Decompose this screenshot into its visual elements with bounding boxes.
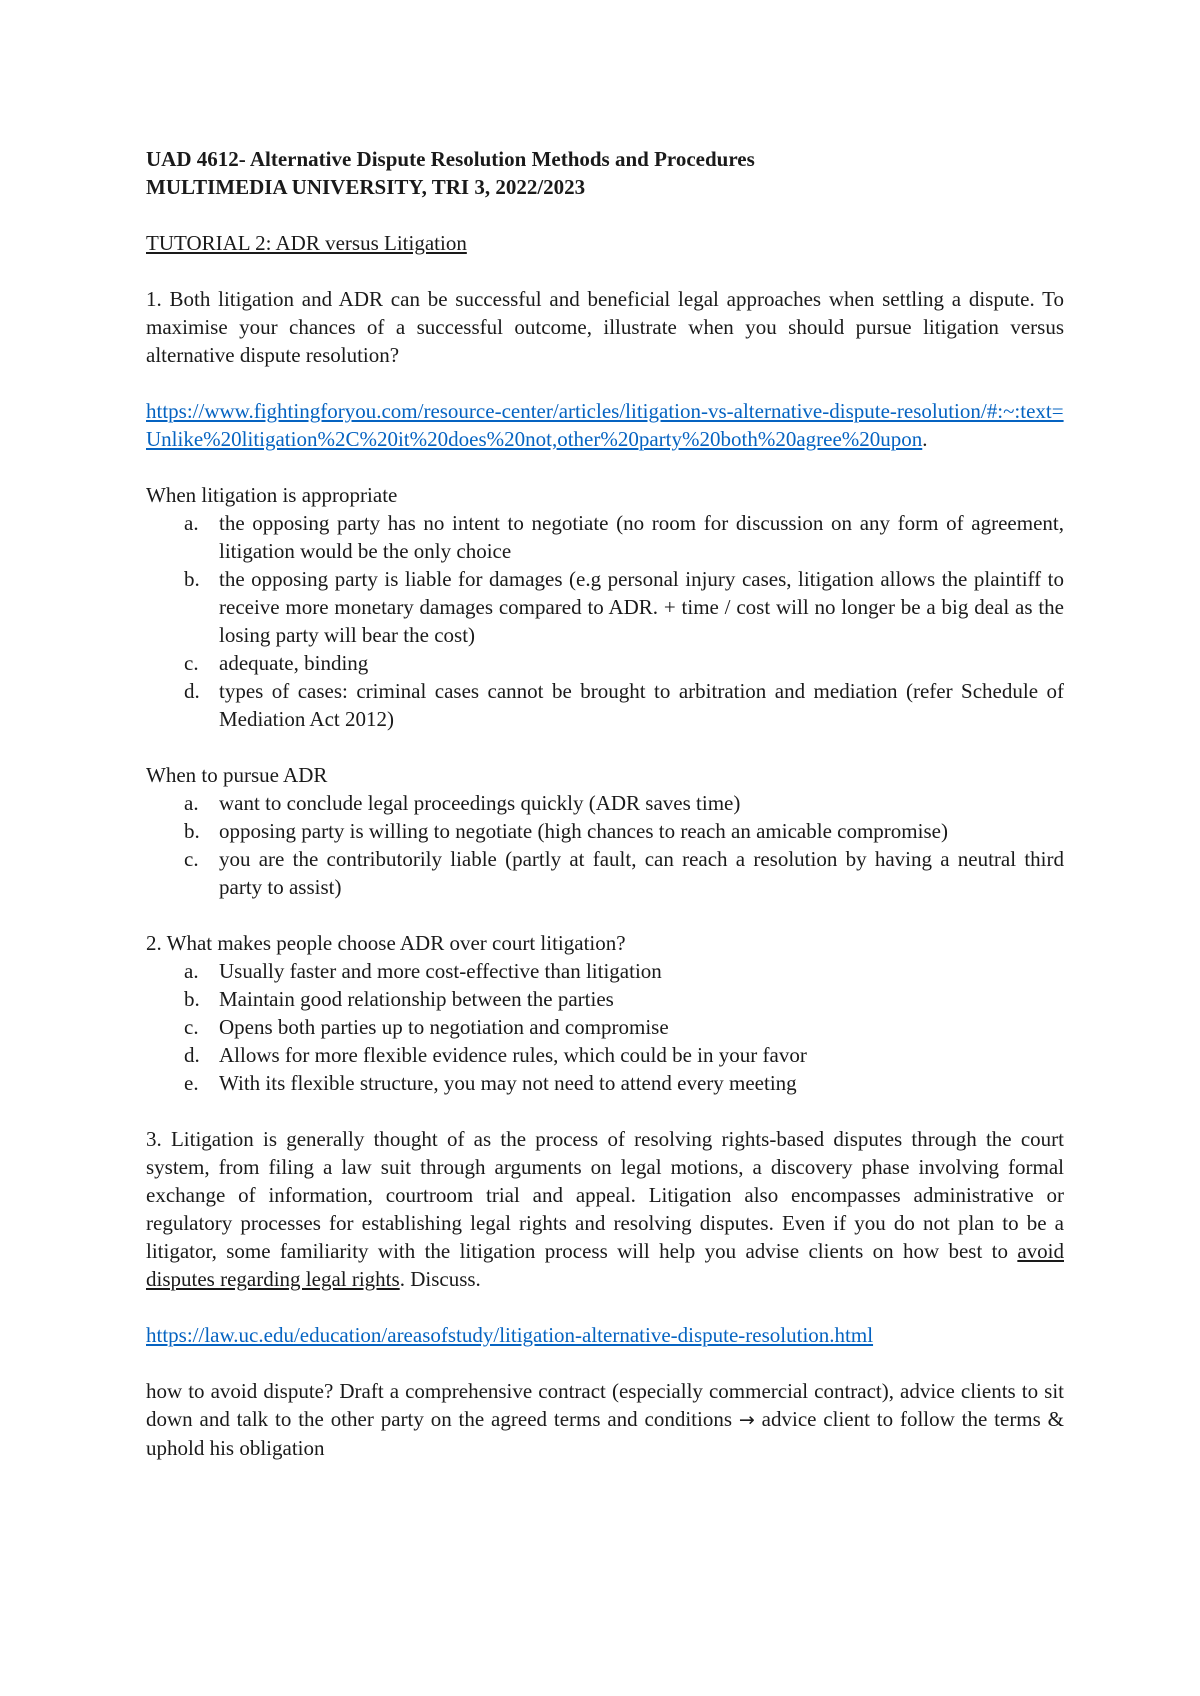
question-3-text: 3. Litigation is generally thought of as the process of resolving rights-based disputes through the court system, from filing a law suit through arguments on legal motions, a discovery phase involving formal exchange of information, courtroom trial and appeal. Litigation also encompasses administrative or regulatory processes for establishing legal rights and resolving disputes. Even if you do not plan to be a litigator, some familiarity with the litigation process will help you advise clients on how best to — [146, 1127, 1064, 1263]
course-title: UAD 4612- Alternative Dispute Resolution Methods and Procedures — [146, 147, 755, 171]
question-3 — [146, 1125, 1064, 1293]
list-item-text: want to conclude legal proceedings quickly (ADR saves time) — [219, 791, 741, 815]
question-1-reference — [146, 397, 1064, 453]
adr-item — [146, 789, 1064, 817]
list-marker: e. — [184, 1071, 199, 1095]
answer-text: how to avoid dispute? Draft a comprehensive contract (especially commercial contract), advice clients to sit down and talk to the other party on the agreed terms and conditions — [146, 1379, 1064, 1431]
list-item-text: With its flexible structure, you may not need to attend every meeting — [219, 1071, 797, 1095]
university-title: MULTIMEDIA UNIVERSITY, TRI 3, 2022/2023 — [146, 175, 586, 199]
list-item-text: the opposing party is liable for damages (e.g personal injury cases, litigation allows the plaintiff to receive more monetary damages compared to ADR. + time / cost will no longer be a big deal as the losing party will bear the cost) — [219, 567, 1064, 647]
arrow-right-icon: → — [738, 1409, 755, 1431]
litigation-list — [146, 509, 1064, 733]
list-item-text: Opens both parties up to negotiation and compromise — [219, 1015, 669, 1039]
list-item-text: types of cases: criminal cases cannot be brought to arbitration and mediation (refer Schedule of Mediation Act 2012) — [219, 679, 1064, 731]
litigation-item — [146, 677, 1064, 733]
list-item-text: you are the contributorily liable (partly at fault, can reach a resolution by having a neutral third party to assist) — [219, 847, 1064, 899]
list-marker: a. — [184, 791, 199, 815]
list-item-text: the opposing party has no intent to negotiate (no room for discussion on any form of agreement, litigation would be the only choice — [219, 511, 1064, 563]
question-3-answer — [146, 1377, 1064, 1462]
list-marker: d. — [184, 679, 200, 703]
tutorial-heading: TUTORIAL 2: ADR versus Litigation — [146, 231, 467, 255]
list-item-text: opposing party is willing to negotiate (high chances to reach an amicable compromise) — [219, 819, 948, 843]
list-marker: c. — [184, 651, 199, 675]
list-marker: c. — [184, 1015, 199, 1039]
reason-item — [146, 1069, 1064, 1097]
adr-heading: When to pursue ADR — [146, 763, 328, 787]
list-marker: d. — [184, 1043, 200, 1067]
question-3-underlined: avoid disputes regarding legal rights — [146, 1239, 1064, 1291]
reason-item — [146, 1013, 1064, 1041]
link-suffix: . — [922, 427, 928, 451]
document-page — [146, 145, 1064, 1462]
list-item-text: adequate, binding — [219, 651, 369, 675]
litigation-item — [146, 509, 1064, 565]
list-item-text: Maintain good relationship between the parties — [219, 987, 614, 1011]
question-2: 2. What makes people choose ADR over court litigation? — [146, 931, 626, 955]
answer-text-end: advice client to follow the terms & uphold his obligation — [146, 1407, 1065, 1460]
question-3-reference — [146, 1321, 1064, 1349]
litigation-item — [146, 649, 1064, 677]
adr-item — [146, 817, 1064, 845]
list-marker: b. — [184, 567, 200, 591]
litigation-heading: When litigation is appropriate — [146, 483, 398, 507]
list-item-text: Allows for more flexible evidence rules, which could be in your favor — [219, 1043, 807, 1067]
reason-item — [146, 957, 1064, 985]
list-marker: a. — [184, 959, 199, 983]
adr-list — [146, 789, 1064, 901]
litigation-item — [146, 565, 1064, 649]
reason-item — [146, 985, 1064, 1013]
question-3-link[interactable]: https://law.uc.edu/education/areasofstudy/litigation-alternative-dispute-resolution.html — [146, 1323, 874, 1347]
list-marker: b. — [184, 987, 200, 1011]
adr-item — [146, 845, 1064, 901]
question-1-link[interactable]: https://www.fightingforyou.com/resource-center/articles/litigation-vs-alternative-dispute-resolution/#:~:text=Unlike%20litigation%2C%20it%20does%20not,other%20party%20both%20agree%20upon — [146, 399, 1064, 451]
question-1: 1. Both litigation and ADR can be successful and beneficial legal approaches when settling a dispute. To maximise your chances of a successful outcome, illustrate when you should pursue litigation versus alternative dispute resolution? — [146, 287, 1064, 367]
question-3-end: . Discuss. — [399, 1267, 481, 1291]
list-item-text: Usually faster and more cost-effective than litigation — [219, 959, 662, 983]
reason-item — [146, 1041, 1064, 1069]
list-marker: b. — [184, 819, 200, 843]
list-marker: c. — [184, 847, 199, 871]
reasons-list — [146, 957, 1064, 1097]
list-marker: a. — [184, 511, 199, 535]
